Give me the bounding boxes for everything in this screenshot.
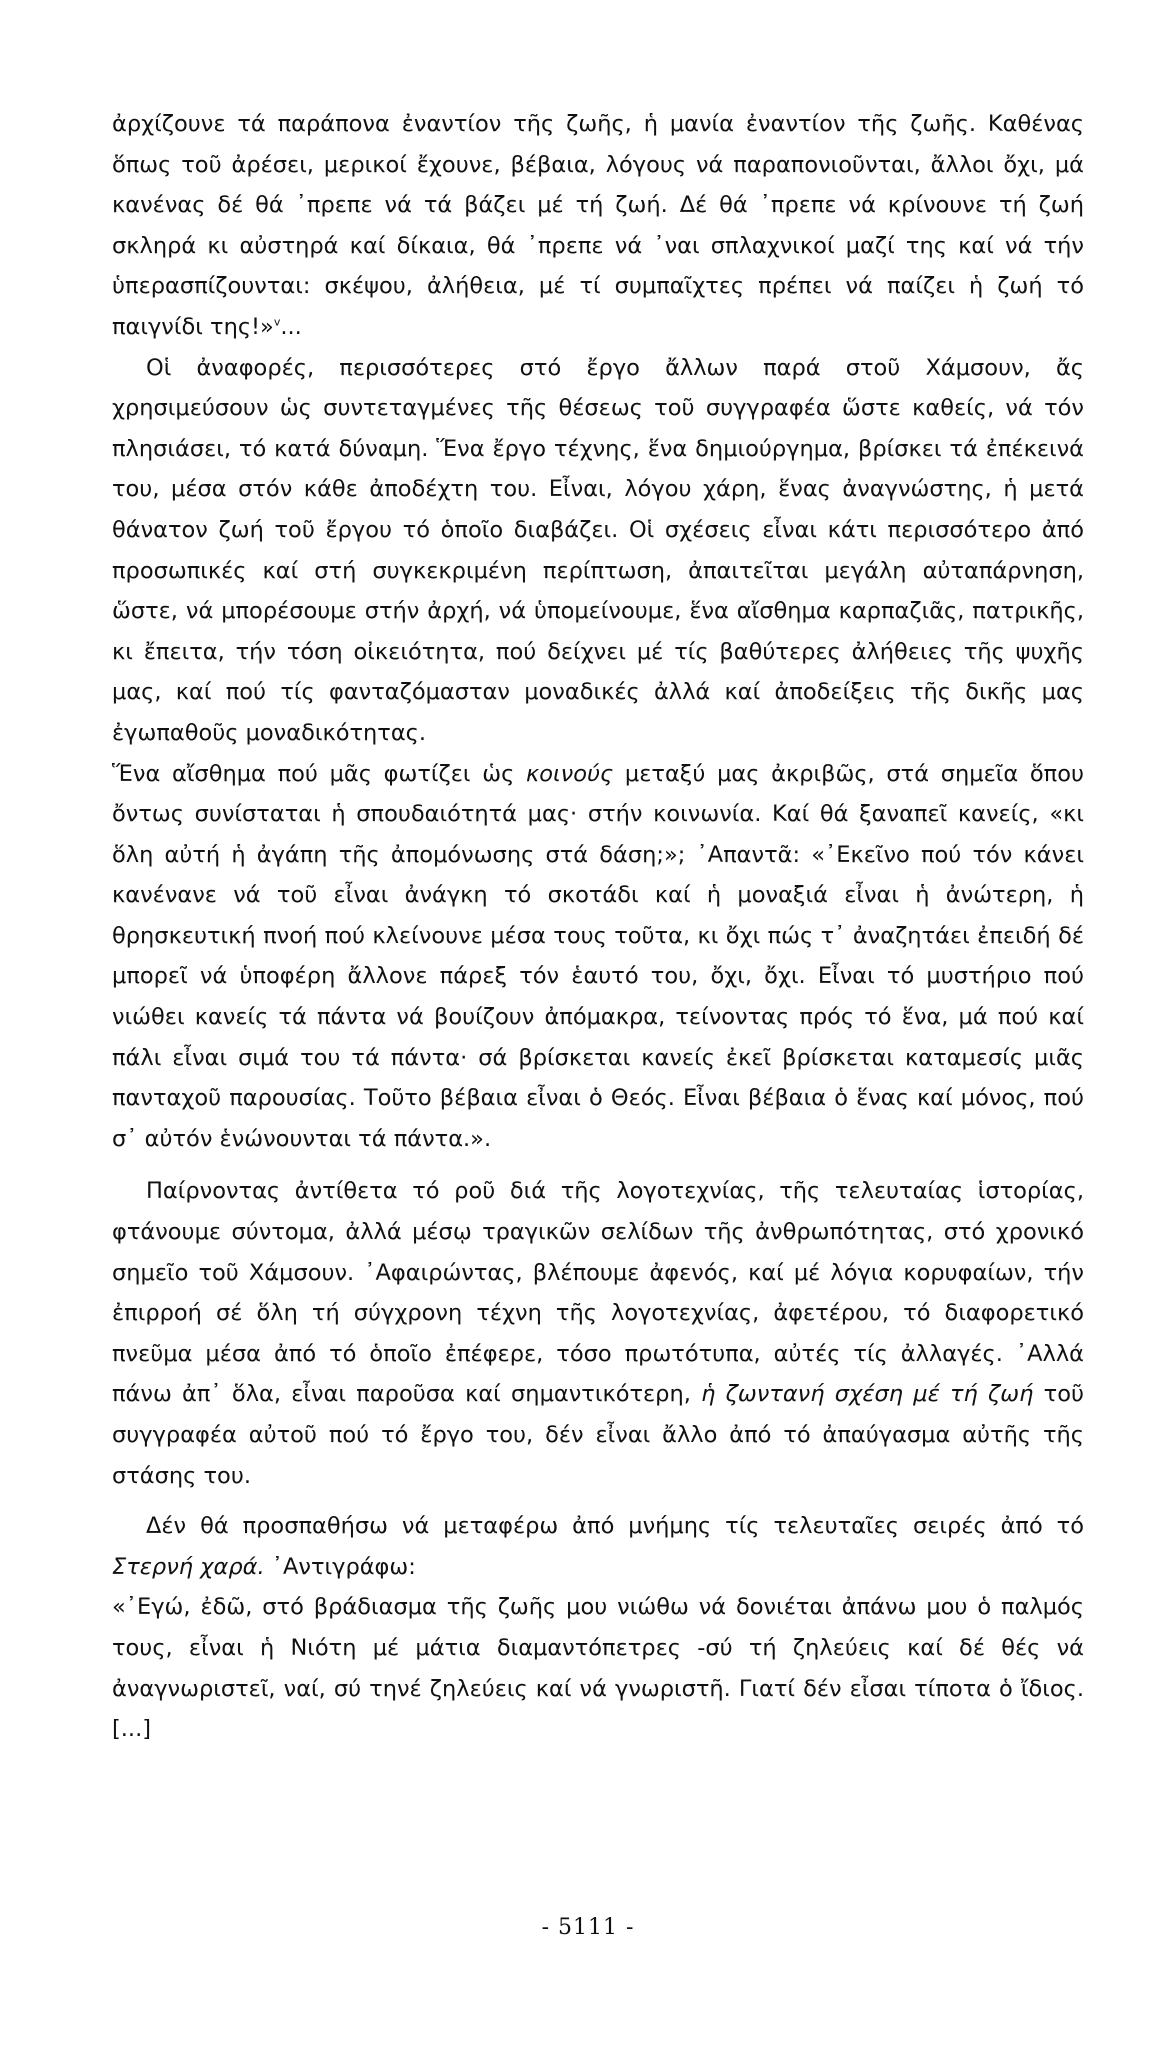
paragraph-5-text-start: Δέν θά προσπαθήσω νά μεταφέρω ἀπό μνήμης τίς τελευταῖες σειρές ἀπό τό — [146, 1513, 1084, 1540]
paragraph-3 — [112, 754, 1084, 1160]
paragraph-2 — [112, 348, 1084, 754]
paragraph-4-text-end: τοῦ συγγραφέα αὐτοῦ πού τό ἔργο του, δέν εἶναι ἄλλο ἀπό τό ἀπαύγασμα αὐτῆς τῆς στάσης του. — [112, 1381, 1084, 1489]
paragraph-4-italic: ἡ ζωντανή σχέση μέ τή ζωή — [701, 1381, 1034, 1408]
paragraph-3-text-end: μεταξύ μας ἀκριβῶς, στά σημεῖα ὅπου ὄντως συνίσταται ἡ σπουδαιότητά μας· στήν κοινωνία. Καί θά ξαναπεῖ κανείς, «κι ὅλη αὐτή ἡ ἀγάπη τῆς ἀπομόνωσης στά δάση;»; ᾽Απαντᾶ: «᾽Εκεῖνο πού τόν κάνει κανένανε νά τοῦ εἶναι ἀνάγκη τό σκοτάδι καί ἡ μοναξιά εἶναι ἡ ἀνώτερη, ἡ θρησκευτική πνοή πού κλείνουνε μέσα τους τοῦτα, κι ὄχι πώς τ᾽ ἀναζητάει ἐπειδή δέ μπορεῖ νά ὑποφέρη ἄλλονε πάρεξ τόν ἑαυτό του, ὄχι, ὄχι. Εἶναι τό μυστήριο πού νιώθει κανείς τά πάντα νά βουίζουν ἀπόμακρα, τείνοντας πρός τό ἕνα, μά πού καί πάλι εἶναι σιμά του τά πάντα· σά βρίσκεται κανείς ἐκεῖ βρίσκεται καταμεσίς μιᾶς πανταχοῦ παρουσίας. Τοῦτο βέβαια εἶναι ὁ Θεός. Εἶναι βέβαια ὁ ἕνας καί μόνος, πού σ᾽ αὐτόν ἑνώνουνται τά πάντα.». — [112, 760, 1084, 1152]
paragraph-1 — [112, 104, 1084, 348]
paragraph-4-text-start: Παίρνοντας ἀντίθετα τό ροῦ διά τῆς λογοτεχνίας, τῆς τελευταίας ἱστορίας, φτάνουμε σύντομα, ἀλλά μέσῳ τραγικῶν σελίδων τῆς ἀνθρωπότητας, στό χρονικό σημεῖο τοῦ Χάμσουν. ᾽Αφαιρώντας, βλέπουμε ἀφενός, καί μέ λόγια κορυφαίων, τήν ἐπιρροή σέ ὅλη τή σύγχρονη τέχνη τῆς λογοτεχνίας, ἀφετέρου, τό διαφορετικό πνεῦμα μέσα ἀπό τό ὁποῖο ἐπέφερε, τόσο πρωτότυπα, αὐτές τίς ἀλλαγές. ᾽Αλλά πάνω ἀπ᾽ ὅλα, εἶναι παροῦσα καί σημαντικότερη, — [112, 1178, 1084, 1408]
document-body — [112, 104, 1084, 1750]
page-number-text: - 5111 - — [541, 1915, 635, 1940]
paragraph-1-text: ἀρχίζουνε τά παράπονα ἐναντίον τῆς ζωῆς, ἡ μανία ἐναντίον τῆς ζωῆς. Καθένας ὅπως τοῦ ἀρέσει, μερικοί ἔχουνε, βέβαια, λόγους νά παραπονιοῦνται, ἄλλοι ὄχι, μά κανένας δέ θά ᾽πρεπε νά τά βάζει μέ τή ζωή. Δέ θά ᾽πρεπε νά κρίνουνε τή ζωή σκληρά κι αὐστηρά καί δίκαια, θά ᾽πρεπε νά ᾽ναι σπλαχνικοί μαζί της καί νά τήν ὑπερασπίζουνται: σκέψου, ἀλήθεια, μέ τί συμπαῖχτες πρέπει νά παίζει ἡ ζωή τό παιγνίδι της!» — [112, 111, 1084, 340]
page-number — [0, 1915, 1176, 1940]
paragraph-2-text: Οἱ ἀναφορές, περισσότερες στό ἔργο ἄλλων παρά στοῦ Χάμσουν, ἄς χρησιμεύσουν ὡς συντεταγμένες τῆς θέσεως τοῦ συγγραφέα ὥστε καθείς, νά τόν πλησιάσει, τό κατά δύναμη. Ἕνα ἔργο τέχνης, ἕνα δημιούργημα, βρίσκει τά ἐπέκεινά του, μέσα στόν κάθε ἀποδέχτη του. Εἶναι, λόγου χάρη, ἕνας ἀναγνώστης, ἡ μετά θάνατον ζωή τοῦ ἔργου τό ὁποῖο διαβάζει. Οἱ σχέσεις εἶναι κάτι περισσότερο ἀπό προσωπικές καί στή συγκεκριμένη περίπτωση, ἀπαιτεῖται μεγάλη αὐταπάρνηση, ὥστε, νά μπορέσουμε στήν ἀρχή, νά ὑπομείνουμε, ἕνα αἴσθημα καρπαζιᾶς, πατρικῆς, κι ἔπειτα, τήν τόση οἰκειότητα, πού δείχνει μέ τίς βαθύτερες ἀλήθειες τῆς ψυχῆς μας, καί πού τίς φανταζόμασταν μοναδικές ἀλλά καί ἀποδείξεις τῆς δικῆς μας ἐγωπαθοῦς μοναδικότητας. — [112, 354, 1084, 746]
paragraph-6-text: «᾽Εγώ, ἐδῶ, στό βράδιασμα τῆς ζωῆς μου νιώθω νά δονιέται ἀπάνω μου ὁ παλμός τους, εἶναι ἡ Νιότη μέ μάτια διαμαντόπετρες -σύ τή ζηλεύεις καί δέ θές νά ἀναγνωριστεῖ, ναί, σύ τηνέ ζηλεύεις καί νά γνωριστῆ. Γιατί δέν εἶσαι τίποτα ὁ ἴδιος. [...] — [112, 1594, 1084, 1743]
paragraph-5 — [112, 1506, 1084, 1587]
paragraph-5-text-end: ᾽Αντιγράφω: — [264, 1553, 416, 1580]
footnote-marker: v — [273, 315, 281, 329]
paragraph-1-ellipsis: ... — [280, 313, 302, 340]
book-title: Στερνή χαρά. — [112, 1553, 265, 1580]
paragraph-3-italic: κοινούς — [526, 760, 614, 787]
paragraph-4 — [112, 1171, 1084, 1496]
paragraph-6 — [112, 1587, 1084, 1749]
paragraph-3-text-start: Ἕνα αἴσθημα πού μᾶς φωτίζει ὡς — [112, 760, 527, 787]
